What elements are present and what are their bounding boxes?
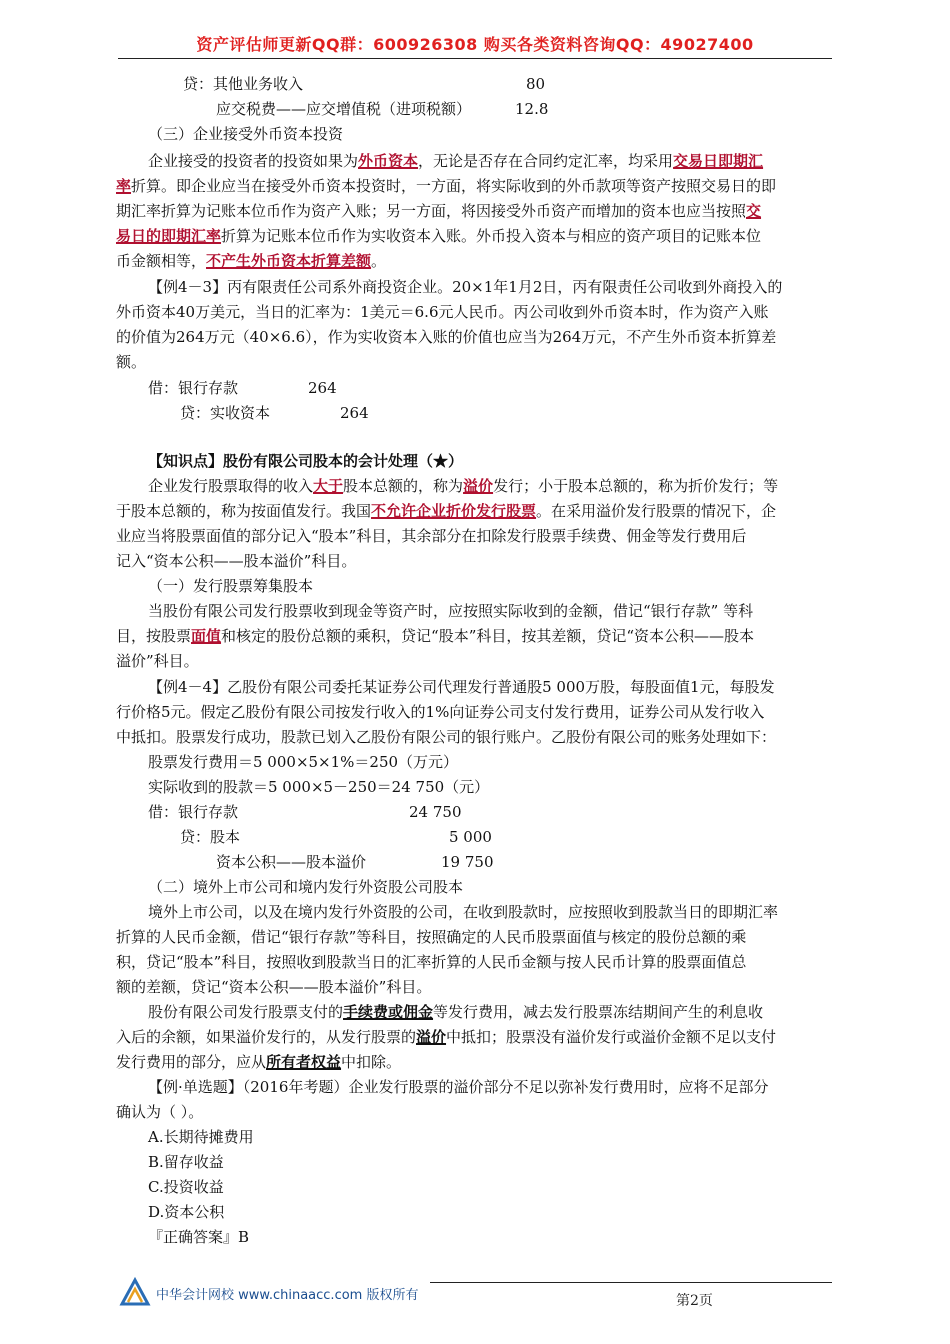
paragraph-line: 企业发行股票取得的收入大于股本总额的，称为溢价发行；小于股本总额的，称为折价发行；等 xyxy=(148,477,779,495)
highlight: 大于 xyxy=(313,477,344,495)
paragraph-line: 股份有限公司发行股票支付的手续费或佣金等发行费用，减去发行股票冻结期间产生的利息收 xyxy=(148,1003,764,1021)
highlight: 交易日即期汇 xyxy=(673,152,764,170)
calc-line: 实际收到的股款＝5 000×5－250＝24 750（元） xyxy=(148,778,490,796)
paragraph-line: 当股份有限公司发行股票收到现金等资产时，应按照实际收到的金额，借记“银行存款” 等科 xyxy=(148,602,754,620)
calc-line: 股票发行费用＝5 000×5×1%＝250（万元） xyxy=(148,753,459,771)
paragraph-line: 发行费用的部分，应从所有者权益中扣除。 xyxy=(116,1053,402,1071)
option-b: B.留存收益 xyxy=(148,1153,224,1171)
journal-credit2-amount: 19 750 xyxy=(441,853,494,871)
paragraph-line: 目，按股票面值和核定的股份总额的乘积，贷记“股本”科目，按其差额，贷记“资本公积——股本 xyxy=(116,627,755,645)
journal-debit-amount: 264 xyxy=(308,379,337,397)
paragraph-line: 折算的人民币金额，借记“银行存款”等科目，按照确定的人民币股票面值与核定的股份总额的乘 xyxy=(116,928,747,946)
paragraph-line: 积，贷记“股本”科目，按照收到股款当日的汇率折算的人民币金额与按人民币计算的股票面值总 xyxy=(116,953,747,971)
paragraph-line: 企业接受的投资者的投资如果为外币资本，无论是否存在合同约定汇率，均采用交易日即期汇 xyxy=(148,152,764,170)
journal-credit-capital: 贷：实收资本 xyxy=(180,404,271,422)
journal-debit-amount: 24 750 xyxy=(409,803,462,821)
example-4-3-line: 【例4－3】丙有限责任公司系外商投资企业。20×1年1月2日，丙有限责任公司收到外商投入的 xyxy=(148,278,783,296)
section-heading-issue: （一）发行股票筹集股本 xyxy=(148,577,314,595)
highlight: 不产生外币资本折算差额 xyxy=(206,252,372,270)
highlight: 不允许企业折价发行股票 xyxy=(371,502,537,520)
journal-credit-surplus: 资本公积——股本溢价 xyxy=(216,853,367,871)
journal-credit-amount: 5 000 xyxy=(449,828,492,846)
question-stem: 【例·单选题】（2016年考题）企业发行股票的溢价部分不足以弥补发行费用时，应将不足部分 xyxy=(148,1078,769,1096)
paragraph-line: 币金额相等，不产生外币资本折算差额。 xyxy=(116,252,387,270)
journal-debit-bank: 借：银行存款 xyxy=(148,379,239,397)
paragraph-line: 率折算。即企业应当在接受外币资本投资时，一方面，将实际收到的外币款项等资产按照交易日的即 xyxy=(116,177,777,195)
emphasis: 所有者权益 xyxy=(266,1053,342,1071)
paragraph-line: 入后的余额，如果溢价发行的，从发行股票的溢价中抵扣；股票没有溢价发行或溢价金额不足以支付 xyxy=(116,1028,777,1046)
footer-copyright: 中华会计网校 www.chinaacc.com 版权所有 xyxy=(156,1288,419,1303)
paragraph-line: 记入“资本公积——股本溢价”科目。 xyxy=(116,552,357,570)
option-a: A.长期待摊费用 xyxy=(148,1128,254,1146)
journal-credit-amount: 264 xyxy=(340,404,369,422)
highlight: 外币资本 xyxy=(358,152,419,170)
paragraph-line: 于股本总额的，称为按面值发行。我国不允许企业折价发行股票。在采用溢价发行股票的情况下，企 xyxy=(116,502,777,520)
section-heading-overseas: （二）境外上市公司和境内发行外资股公司股本 xyxy=(148,878,464,896)
highlight: 易日的即期汇率 xyxy=(116,227,222,245)
highlight: 面值 xyxy=(191,627,222,645)
header-divider xyxy=(118,58,832,59)
example-4-4-line: 中抵扣。股票发行成功，股款已划入乙股份有限公司的银行账户。乙股份有限公司的账务处理如下： xyxy=(116,728,777,746)
example-4-4-line: 行价格5元。假定乙股份有限公司按发行收入的1%向证券公司支付发行费用，证券公司从发行收入 xyxy=(116,703,765,721)
page-number: 第2页 xyxy=(676,1293,713,1309)
footer-divider xyxy=(430,1282,832,1283)
example-4-4-line: 【例4－4】乙股份有限公司委托某证券公司代理发行普通股5 000万股，每股面值1元，每股发 xyxy=(148,678,775,696)
knowledge-point-title: 【知识点】股份有限公司股本的会计处理（★） xyxy=(148,452,464,470)
correct-answer: 『正确答案』B xyxy=(148,1228,250,1246)
section-heading-foreign: （三）企业接受外币资本投资 xyxy=(148,125,344,143)
option-d: D.资本公积 xyxy=(148,1203,225,1221)
example-4-3-line: 外币资本40万美元，当日的汇率为：1美元＝6.6元人民币。丙公司收到外币资本时，作为资产入账 xyxy=(116,303,769,321)
example-4-3-line: 的价值为264万元（40×6.6），作为实收资本入账的价值也应当为264万元，不产生外币资本折算差 xyxy=(116,328,777,346)
journal-credit-other: 贷：其他业务收入 xyxy=(183,75,304,93)
page-header: 资产评估师更新QQ群：600926308 购买各类资料咨询QQ：49027400 xyxy=(196,35,754,54)
journal-credit-stock: 贷：股本 xyxy=(180,828,241,846)
paragraph-line: 业应当将股票面值的部分记入“股本”科目，其余部分在扣除发行股票手续费、佣金等发行费用后 xyxy=(116,527,747,545)
journal-credit-other-amount: 80 xyxy=(526,75,546,93)
school-logo-icon xyxy=(118,1276,152,1310)
example-4-3-line: 额。 xyxy=(116,353,147,371)
highlight: 交 xyxy=(746,202,762,220)
paragraph-line: 额的差额，贷记“资本公积——股本溢价”科目。 xyxy=(116,978,432,996)
emphasis: 手续费或佣金 xyxy=(343,1003,434,1021)
paragraph-line: 溢价”科目。 xyxy=(116,652,199,670)
question-stem: 确认为（ ）。 xyxy=(116,1103,204,1121)
highlight: 溢价 xyxy=(463,477,494,495)
journal-tax: 应交税费——应交增值税（进项税额） xyxy=(216,100,472,118)
paragraph-line: 易日的即期汇率折算为记账本位币作为实收资本入账。外币投入资本与相应的资产项目的记账本位 xyxy=(116,227,762,245)
paragraph-line: 期汇率折算为记账本位币作为资产入账；另一方面，将因接受外币资产而增加的资本也应当按照交 xyxy=(116,202,762,220)
option-c: C.投资收益 xyxy=(148,1178,224,1196)
journal-tax-amount: 12.8 xyxy=(515,100,549,118)
highlight: 率 xyxy=(116,177,132,195)
journal-debit-bank: 借：银行存款 xyxy=(148,803,239,821)
emphasis: 溢价 xyxy=(416,1028,447,1046)
paragraph-line: 境外上市公司，以及在境内发行外资股的公司，在收到股款时，应按照收到股款当日的即期汇率 xyxy=(148,903,779,921)
